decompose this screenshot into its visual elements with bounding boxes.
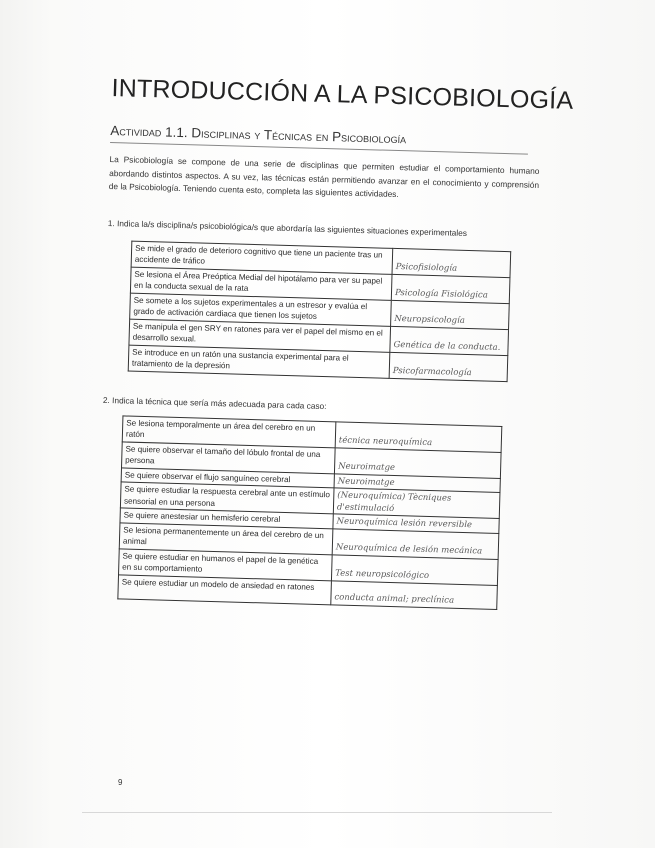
question-2-label: 2. Indica la técnica que sería más adecuada para cada caso: — [102, 394, 327, 411]
question-1-label: 1. Indica la/s disciplina/s psicobiológica/s que abordaría las siguientes situaciones experimentales — [107, 217, 468, 238]
intro-paragraph: La Psicobiología se compone de una serie de disciplinas que permiten estudiar el comportamiento humano abordando distintos aspectos. A su vez, las técnicas están permitiendo avanzar en el conocimiento y comprensión de la Psicobiología. Teniendo cuenta esto, completa las siguientes actividades. — [108, 153, 540, 200]
situation-cell: Se lesiona temporalmente un área del cerebro en un ratón — [122, 415, 336, 447]
handwritten-answer: conducta animal; preclínica — [331, 580, 498, 609]
situation-cell: Se mide el grado de deterioro cognitivo que tiene un paciente tras un accidente de tráfico — [131, 241, 393, 274]
situation-cell: Se quiere observar el tamaño del lóbulo frontal de una persona — [122, 441, 336, 473]
page-title: INTRODUCCIÓN A LA PSICOBIOLOGÍA — [111, 74, 574, 115]
techniques-table — [117, 415, 502, 610]
handwritten-answer: Psicofarmacología — [389, 352, 508, 381]
disciplines-table — [128, 240, 512, 382]
handwritten-answer: Neuroimatge — [334, 447, 501, 478]
handwritten-answer: Genética de la conducta. — [390, 326, 509, 355]
handwritten-answer: Neuroquímica lesión reversible — [333, 514, 499, 533]
situation-cell: Se somete a los sujetos experimentales a un estresor y evalúa el grado de activación cardiaca que tienen los sujetos — [130, 293, 392, 326]
handwritten-answer: Test neuropsicológico — [331, 554, 498, 585]
handwritten-answer: Neuropsicología — [391, 300, 510, 329]
situation-cell: Se lesiona permanentemente un área del cerebro de un animal — [119, 522, 333, 554]
page-number: 9 — [118, 778, 123, 787]
situation-cell: Se quiere estudiar un modelo de ansiedad en ratones — [118, 574, 332, 604]
handwritten-answer: técnica neuroquímica — [335, 421, 502, 452]
situation-cell: Se quiere anestesiar un hemisferio cerebral — [120, 508, 333, 528]
handwritten-answer: (Neuroquímica) Tècniques d'estimulació — [333, 488, 500, 519]
situation-cell: Se manipula el gen SRY en ratones para ver el papel del mismo en el desarrollo sexual. — [129, 319, 391, 352]
situation-cell: Se introduce en un ratón una sustancia experimental para el tratamiento de la depresión — [128, 345, 390, 378]
situation-cell: Se quiere observar el flujo sanguíneo cerebral — [121, 467, 334, 487]
handwritten-answer: Psicofisiología — [392, 248, 511, 277]
page-content — [97, 74, 574, 610]
situation-cell: Se quiere estudiar la respuesta cerebral ante un estímulo sensorial en una persona — [120, 482, 334, 514]
handwritten-answer: Neuroquímica de lesión mecánica — [332, 528, 499, 559]
situation-cell: Se lesiona el Área Preóptica Medial del hipotálamo para ver su papel en la conducta sexual de la rata — [130, 267, 392, 300]
handwritten-answer: Neuroimatge — [334, 473, 500, 492]
handwritten-answer: Psicología Fisiológica — [391, 274, 510, 303]
situation-cell: Se quiere estudiar en humanos el papel de la genética en su comportamiento — [119, 548, 333, 580]
scan-edge-line — [82, 812, 552, 813]
activity-heading: Actividad 1.1. Disciplinas y Técnicas en Psicobiología — [110, 122, 407, 147]
